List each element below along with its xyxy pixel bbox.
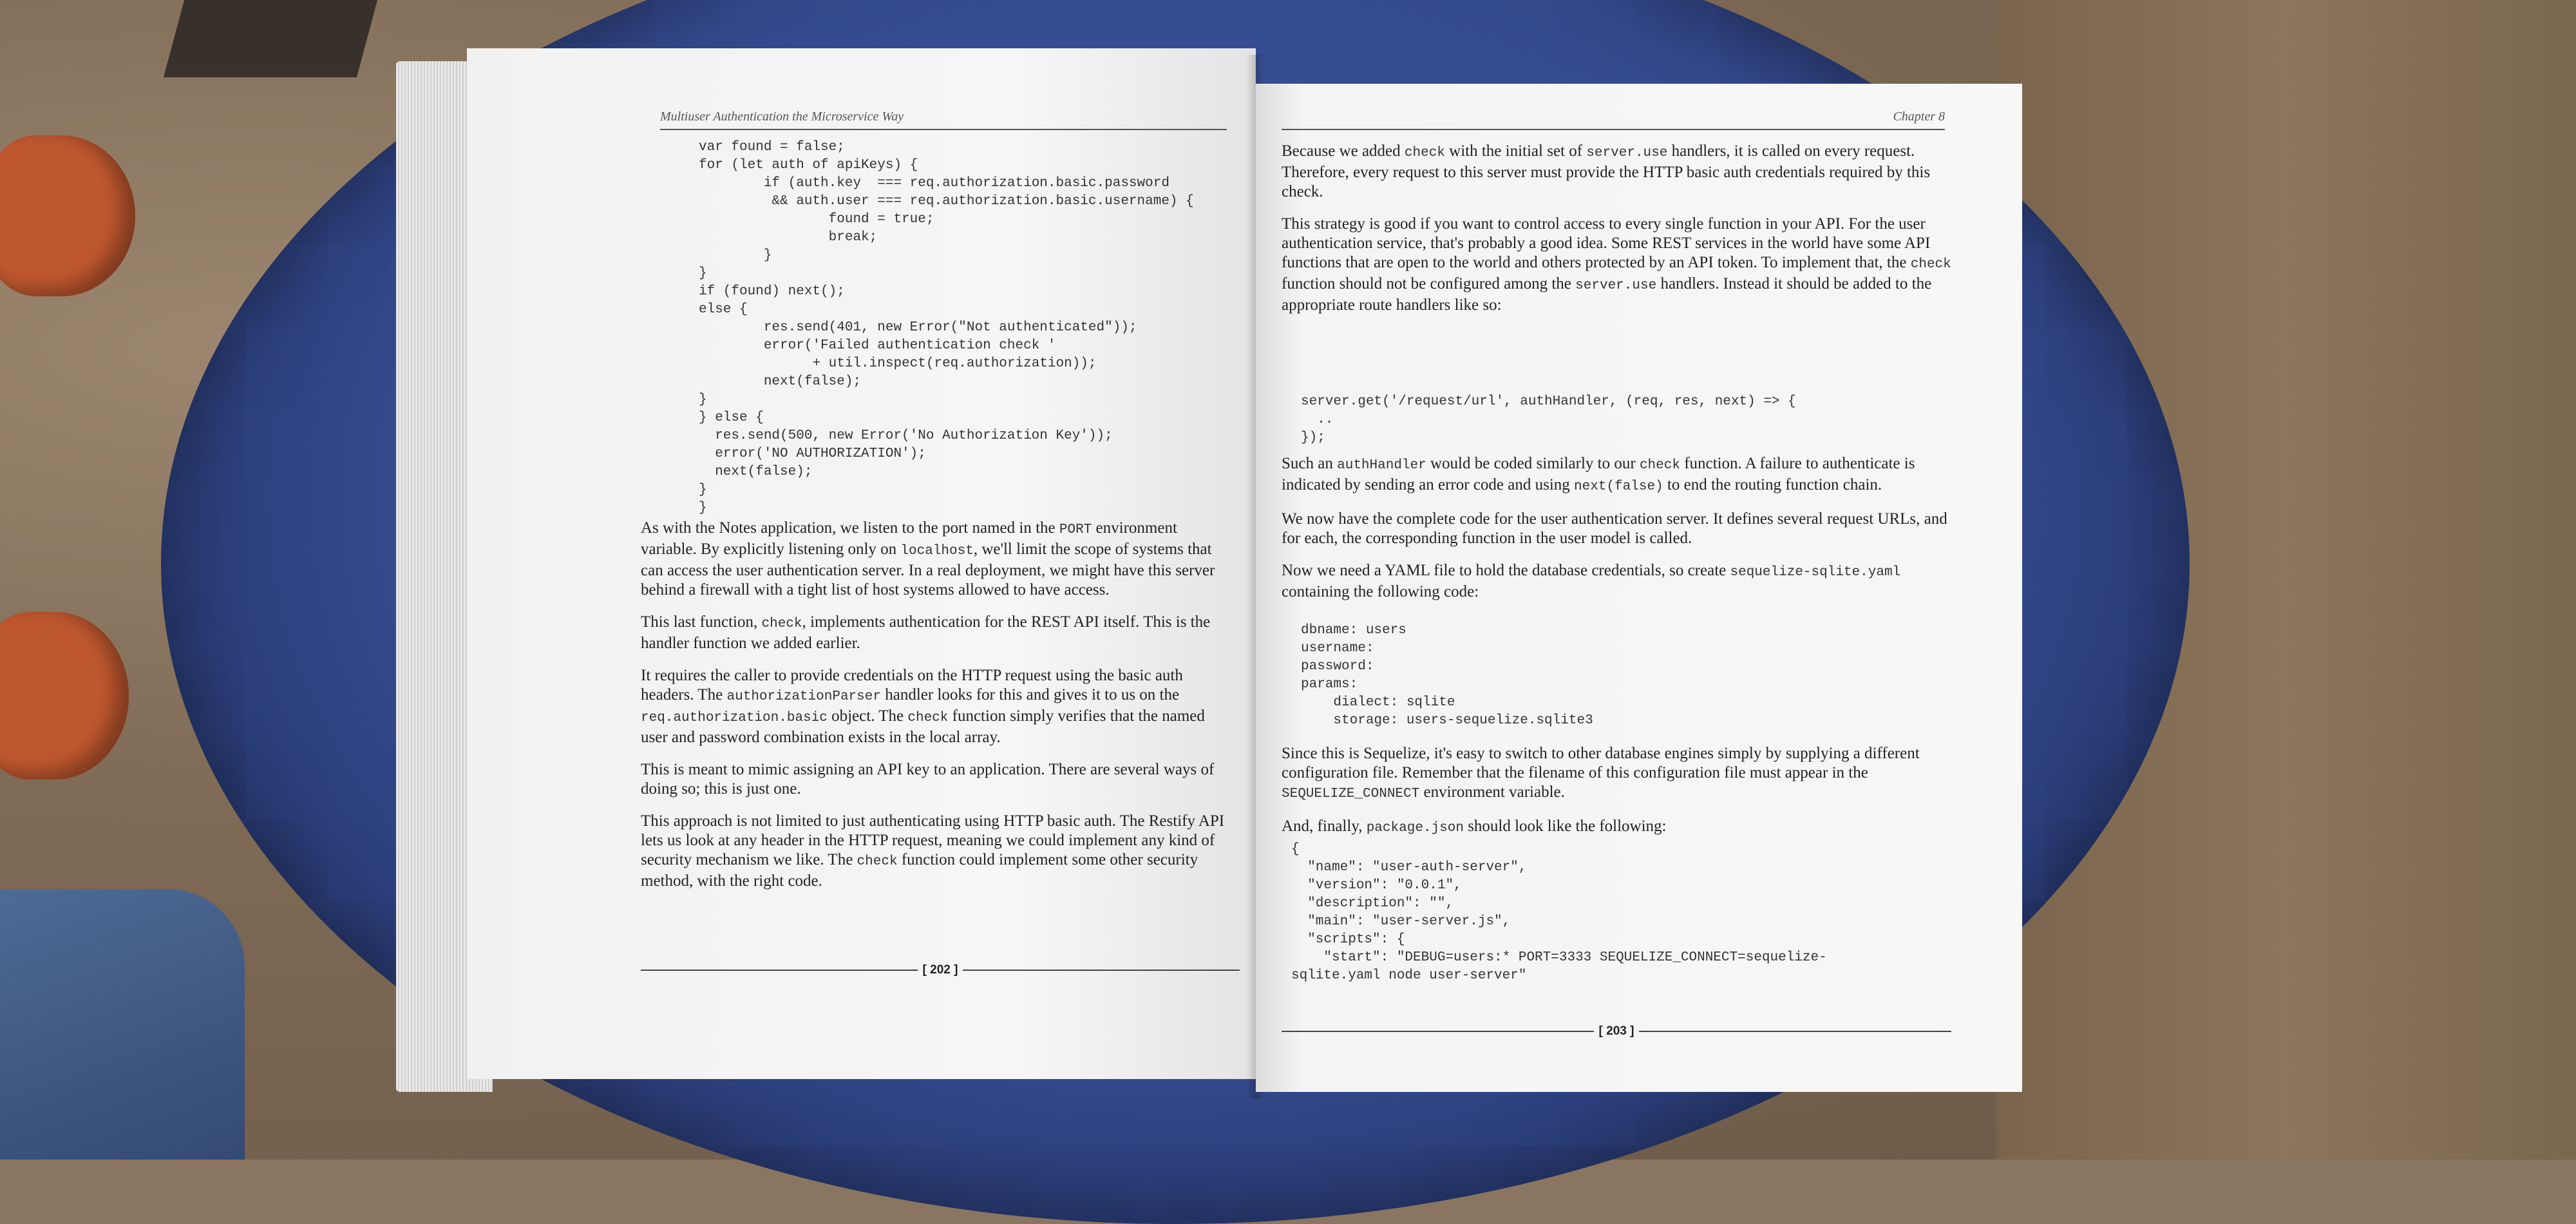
text-run: should look like the following: [1463,818,1667,835]
code-line: for (let auth of apiKeys) { [699,158,918,173]
paragraph [641,812,1233,891]
code-line: next(false); [731,374,862,389]
text-run: handler looks for this and gives it to us on the [880,686,1180,703]
code-line: "name": "user-auth-server", [1291,860,1527,875]
code-line: server.get('/request/url', authHandler, (req, res, next) => { [1301,394,1796,409]
code-line: "start": "DEBUG=users:* PORT=3333 SEQUELIZE_CONNECT=sequelize- [1291,950,1827,965]
code-line: params: [1301,677,1358,692]
paragraph [1282,215,1951,315]
inline-code: localhost [900,544,974,559]
left-page [467,48,1256,1079]
code-line: { [1291,842,1300,857]
page-header-right: Chapter 8 [1893,110,1945,124]
inline-code: sequelize-sqlite.yaml [1730,565,1901,580]
inline-code: authorizationParser [726,689,881,704]
jeans [0,889,245,1160]
code-line: storage: users-sequelize.sqlite3 [1301,713,1593,728]
code-line: && auth.user === req.authorization.basic.username) { [731,194,1194,209]
paragraph: We now have the complete code for the user authentication server. It defines several request URLs, and for each, the corresponding function in the user model is called. [1282,510,1947,547]
inline-code: package.json [1366,821,1464,836]
text-run: object. The [827,707,908,725]
text-run: environment variable. By explicitly listening only on [641,519,1177,558]
page-footer-left [641,963,1240,977]
open-book [396,48,2032,1092]
footer-rule [963,970,1240,971]
code-line: } [699,501,707,515]
code-line: res.send(500, new Error('No Authorization Key')); [699,428,1113,443]
text-run: This approach is not limited to just authenticating using HTTP basic auth. The Restify API lets us look at any header in the HTTP request, meaning we could implement any kind of security mechanism we like. The [641,812,1225,868]
code-line: dbname: users [1301,623,1406,638]
shadow [164,0,377,77]
inline-code: next(false) [1574,479,1663,494]
text-run: to end the routing function chain. [1663,476,1882,493]
text-run: with the initial set of [1444,142,1587,160]
text-run: This last function, [641,613,762,631]
page-header-left: Multiuser Authentication the Microservice Way [660,110,904,124]
text-run: function should not be configured among the [1282,275,1576,292]
text-run: It requires the caller to provide credentials on the HTTP request using the basic auth headers. The [641,667,1183,703]
code-line: res.send(401, new Error("Not authenticated")); [731,320,1137,335]
inline-code: req.authorization.basic [641,711,828,725]
inline-code: check [1639,458,1680,473]
footer-rule [641,970,918,971]
paragraph: This is meant to mimic assigning an API key to an application. There are several ways of doing so; this is just one. [641,761,1215,798]
code-block-package-json [1291,841,1827,985]
inline-code: check [1910,257,1951,272]
text-run: , implements authentication for the REST API itself. This is the handler function we added earlier. [641,613,1211,652]
text-run: Because we added [1282,142,1405,160]
inline-code: check [1404,146,1445,160]
inline-code: PORT [1059,522,1092,537]
code-line: var found = false; [699,140,845,155]
code-line: } else { [699,410,764,425]
text-run: environment variable. [1419,783,1565,801]
text-run: handlers. Instead it should be added to the appropriate route handlers like so: [1282,275,1932,314]
text-run: function simply verifies that the named user and password combination exists in the local array. [641,707,1205,746]
code-line: }); [1301,430,1325,445]
paragraph [1282,817,1951,838]
header-rule-right [1282,129,1945,130]
body-text-right-mid [1282,454,1951,615]
code-line: if (auth.key === req.authorization.basic.password [731,176,1170,191]
code-block-left [699,139,1194,517]
body-text-left [641,519,1233,904]
paragraph [1282,142,1951,202]
inline-code: server.use [1575,278,1657,293]
code-line: } [699,266,707,281]
paragraph [641,519,1233,600]
code-line: error('NO AUTHORIZATION'); [699,446,926,461]
code-line: "description": "", [1291,896,1454,911]
code-line: break; [763,230,878,245]
page-footer-right [1282,1024,1951,1038]
text-run: Such an [1282,455,1338,472]
code-line: sqlite.yaml node user-server" [1291,968,1527,983]
inline-code: authHandler [1337,458,1426,473]
text-run: containing the following code: [1282,583,1479,600]
code-line: error('Failed authentication check ' [731,338,1056,353]
code-line: found = true; [763,212,934,227]
inline-code: check [857,854,898,869]
paragraph [641,613,1233,653]
code-line: password: [1301,659,1374,674]
code-line: else { [699,302,748,317]
code-line: } [731,248,772,263]
footer-rule [1282,1031,1594,1032]
text-run: Since this is Sequelize, it's easy to switch to other database engines simply by supplying a different configuration file. Remember that the filename of this configuration file must appear in the [1282,745,1920,781]
paragraph [1282,454,1951,497]
inline-code: SEQUELIZE_CONNECT [1282,787,1420,801]
footer-rule [1639,1031,1951,1032]
paragraph [1282,744,1951,804]
header-rule-left [660,129,1227,130]
code-line: } [699,483,707,497]
text-run: would be coded similarly to our [1426,455,1640,472]
paragraph [1282,561,1951,602]
code-block-route [1301,393,1796,447]
text-run: handlers, it is called on every request. Therefore, every request to this server must provide the HTTP basic auth credentials required by this check. [1282,142,1931,200]
inline-code: check [761,617,802,631]
inline-code: check [907,711,949,725]
page-number: [ 202 ] [922,963,958,977]
text-run: As with the Notes application, we listen to the port named in the [641,519,1059,537]
paragraph [641,666,1233,747]
text-run: This strategy is good if you want to control access to every single function in your API. For the user authentication service, that's probably a good idea. Some REST services in the world have some API functions that are open to the world and others protected by an API token. To implement that, the [1282,215,1931,271]
right-page [1256,84,2022,1092]
code-line: } [699,392,707,407]
body-text-right-low [1282,744,1951,851]
text-run: , we'll limit the scope of systems that can access the user authentication server. In a real deployment, we might have this server behind a firewall with a tight list of host systems allowed to have access. [641,540,1215,598]
code-line: next(false); [699,464,813,479]
text-run: Now we need a YAML file to hold the database credentials, so create [1282,562,1730,579]
code-line: "main": "user-server.js", [1291,914,1511,929]
inline-code: server.use [1586,146,1668,160]
code-line: "version": "0.0.1", [1291,878,1462,893]
code-line: username: [1301,641,1374,656]
code-line: dialect: sqlite [1301,695,1455,710]
page-number: [ 203 ] [1598,1024,1634,1038]
text-run: And, finally, [1282,818,1367,835]
code-line: if (found) next(); [699,284,845,299]
code-block-yaml [1301,622,1593,730]
text-run: function. A failure to authenticate is indicated by sending an error code and using [1282,455,1915,493]
code-line: + util.inspect(req.authorization)); [731,356,1097,371]
code-line: "scripts": { [1291,932,1405,947]
body-text-right-top [1282,142,1951,328]
text-run: function could implement some other security method, with the right code. [641,851,1198,890]
code-line: .. [1301,412,1334,427]
